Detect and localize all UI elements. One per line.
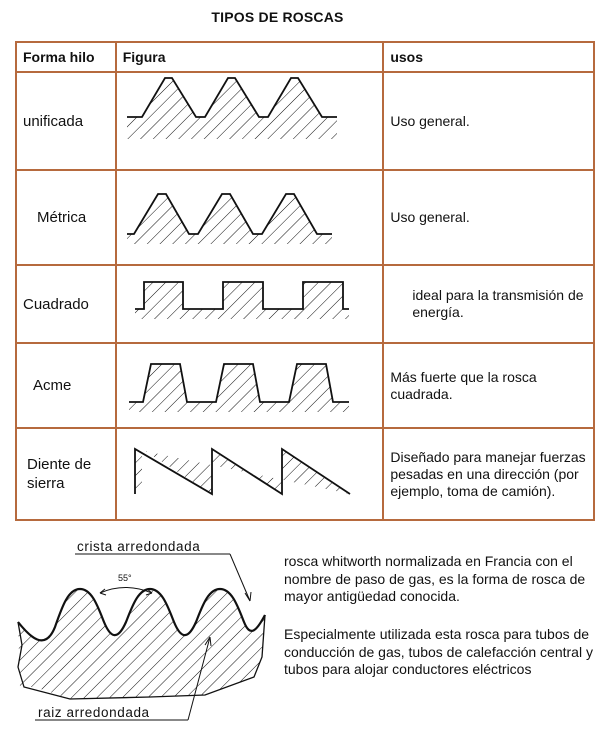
figure-cell [116, 265, 384, 343]
form-unificada: unificada [16, 72, 116, 170]
page-title: TIPOS DE ROSCAS [211, 9, 344, 25]
table-header-row [16, 42, 594, 72]
uses-cuadrado-text: ideal para la transmisión de energía. [412, 287, 584, 320]
square-thread-profile [117, 267, 380, 341]
uses-metrica: Uso general. [383, 170, 594, 265]
uses-unificada: Uso general. [383, 72, 594, 170]
whitworth-usage: Especialmente utilizada esta rosca para tubos de conducción de gas, tubos de calefacción central y tubos para alojar conductores eléctricos [284, 626, 593, 677]
unified-thread-profile [117, 73, 380, 169]
form-metrica: Métrica [16, 170, 116, 265]
table-row [16, 265, 594, 343]
header-uses: usos [383, 42, 594, 72]
uses-diente-de-sierra: Diseñado para manejar fuerzas pesadas en una dirección (por ejemplo, toma de camión). [383, 428, 594, 520]
table-row [16, 170, 594, 265]
figure-cell [116, 72, 384, 170]
table-row [16, 428, 594, 520]
angle-label: 55° [118, 573, 132, 583]
uses-acme: Más fuerte que la rosca cuadrada. [383, 343, 594, 428]
form-diente-de-sierra: Diente de sierra [16, 428, 116, 520]
acme-thread-profile [117, 345, 380, 427]
figure-cell [116, 428, 384, 520]
crest-label: crista arredondada [77, 539, 201, 554]
whitworth-thread-diagram [0, 527, 280, 755]
table-row [16, 72, 594, 170]
table-row [16, 343, 594, 428]
buttress-thread-profile [117, 430, 380, 518]
uses-cuadrado [383, 265, 594, 343]
whitworth-description: rosca whitworth normalizada en Francia con el nombre de paso de gas, es la forma de rosca de mayor antigüedad conocida. [284, 553, 586, 604]
figure-cell [116, 343, 384, 428]
form-cuadrado: Cuadrado [16, 265, 116, 343]
header-figure: Figura [116, 42, 384, 72]
figure-cell [116, 170, 384, 265]
metric-thread-profile [117, 172, 380, 264]
thread-types-table [15, 41, 595, 521]
header-form: Forma hilo [16, 42, 116, 72]
root-label: raiz arredondada [38, 705, 150, 720]
form-acme: Acme [16, 343, 116, 428]
